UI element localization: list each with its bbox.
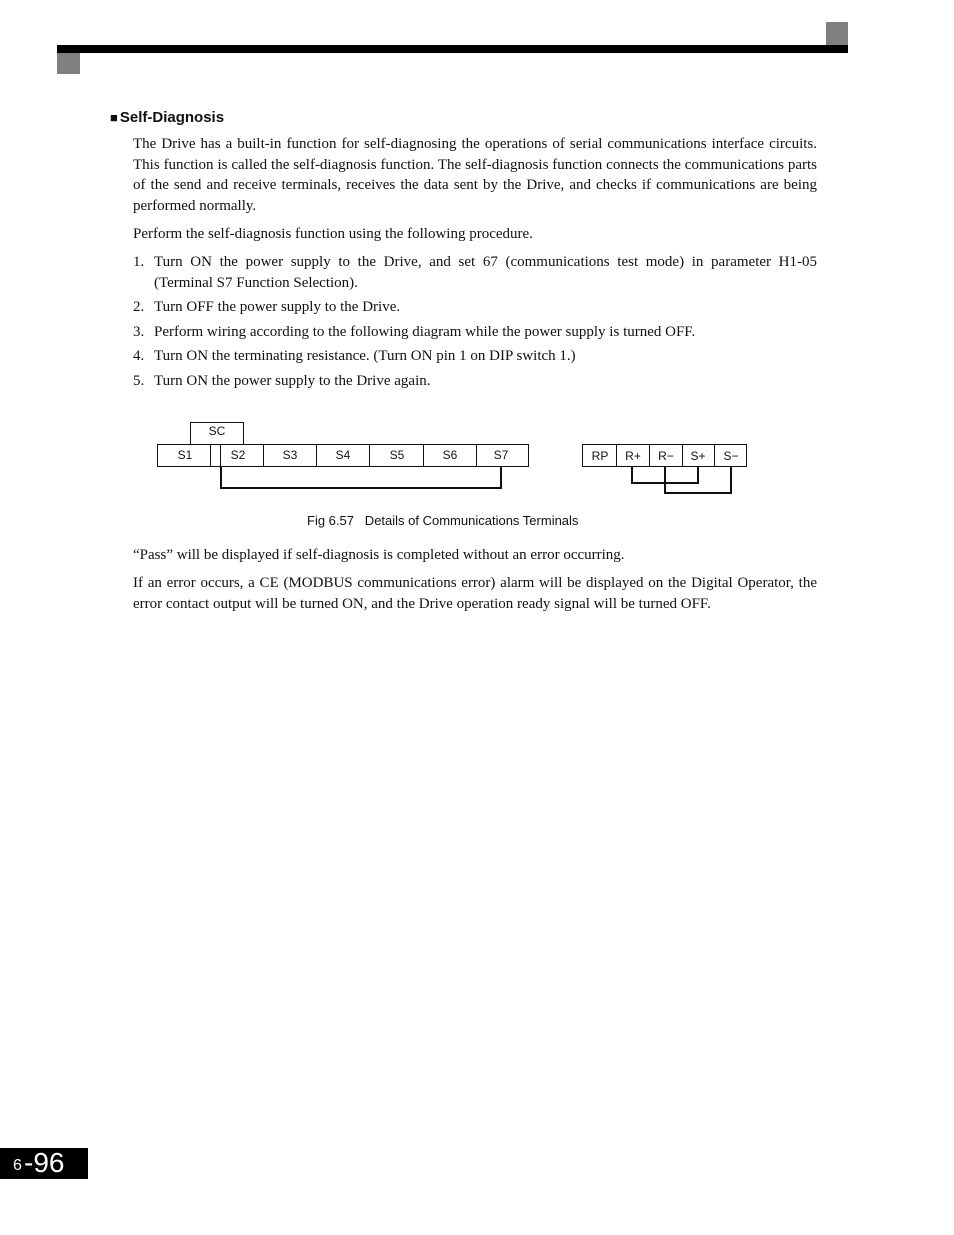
header-corner-square	[826, 22, 848, 45]
figure-caption: Fig 6.57 Details of Communications Terminals	[307, 513, 579, 528]
procedure-step: 1. Turn ON the power supply to the Drive, and set 67 (communications test mode) in parameter H1-05 (Terminal S7 Function Selection).	[133, 254, 817, 291]
terminal-label-s3: S3	[282, 448, 298, 462]
page-number: -96	[24, 1147, 65, 1178]
terminal-label-s6: S6	[442, 448, 458, 462]
terminal-label-sminus: S−	[723, 449, 739, 463]
section-title: Self-Diagnosis	[119, 109, 225, 126]
procedure-step: 2. Turn OFF the power supply to the Drive.	[133, 299, 401, 315]
terminal-label-rp: RP	[591, 449, 609, 463]
terminal-label-s7: S7	[493, 448, 509, 462]
procedure-step: 3. Perform wiring according to the following diagram while the power supply is turned OFF.	[133, 323, 696, 340]
procedure-step: 4. Turn ON the terminating resistance. (Turn ON pin 1 on DIP switch 1.)	[133, 348, 576, 364]
wire-s2-s7	[221, 466, 501, 488]
terminal-label-s5: S5	[389, 448, 405, 462]
error-paragraph: If an error occurs, a CE (MODBUS communications error) alarm will be displayed on the Digital Operator, the error contact output will be turned ON, and the Drive operation ready signal will be turned OFF.	[133, 575, 817, 612]
terminal-label-rplus: R+	[625, 449, 641, 463]
terminal-label-s1: S1	[177, 448, 193, 462]
procedure-paragraph: Perform the self-diagnosis function using the following procedure.	[133, 226, 533, 242]
terminal-diagram	[0, 410, 954, 505]
section-heading	[110, 108, 224, 128]
terminal-label-splus: S+	[690, 449, 706, 463]
header-left-square	[57, 53, 80, 74]
chapter-number: 6	[13, 1157, 22, 1174]
terminal-label-rminus: R−	[658, 449, 674, 463]
procedure-step: 5. Turn ON the power supply to the Drive again.	[133, 372, 431, 389]
page-number-box	[0, 1148, 88, 1179]
terminal-label-s2: S2	[230, 448, 246, 462]
procedure-steps	[133, 252, 817, 391]
terminal-label-sc: SC	[208, 424, 226, 438]
header-rule	[57, 45, 848, 53]
pass-paragraph: “Pass” will be displayed if self-diagnosis is completed without an error occurring.	[133, 547, 625, 563]
intro-paragraph: The Drive has a built-in function for self-diagnosing the operations of serial communications interface circuits. This function is called the self-diagnosis function. The self-diagnosis function connects the communications parts of the send and receive terminals, receives the data sent by the Drive, and checks if communications are being performed normally.	[133, 136, 817, 214]
terminal-label-s4: S4	[335, 448, 351, 462]
section-bullet-icon: ■	[110, 110, 118, 125]
